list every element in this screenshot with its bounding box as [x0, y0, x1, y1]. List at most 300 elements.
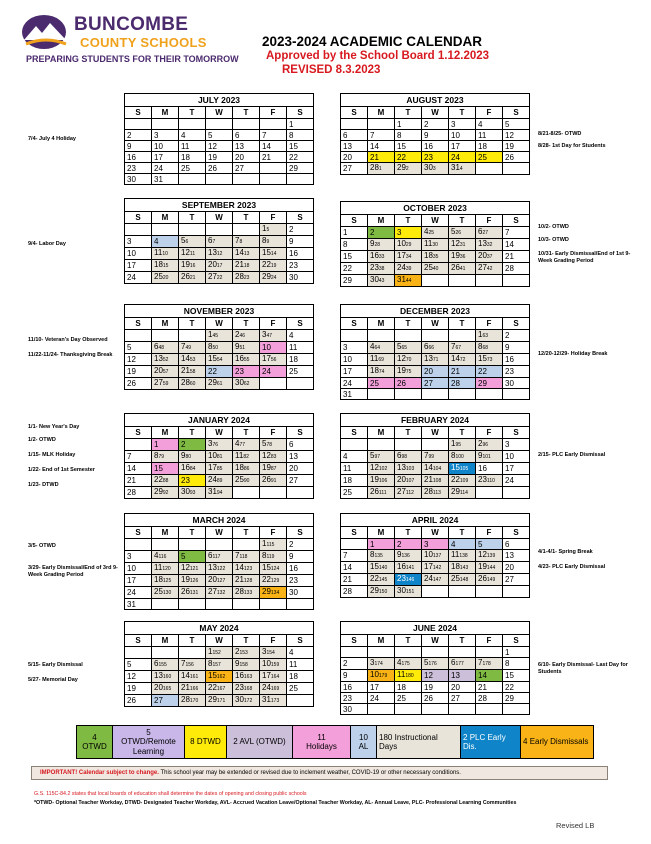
day-number: 18: [397, 682, 406, 692]
weekday-label: F: [260, 107, 287, 119]
month-grid: [124, 211, 314, 284]
day-cell: [503, 586, 530, 598]
day-cell: [368, 451, 395, 463]
day-cell: [368, 670, 395, 682]
day-number: 25: [289, 684, 298, 693]
day-cell: [179, 130, 206, 141]
week-row: [341, 550, 530, 562]
day-number: 12: [181, 563, 190, 572]
instructional-day-count: 56: [270, 357, 277, 363]
month-title: JANUARY 2024: [124, 413, 314, 426]
day-number: 24: [262, 367, 271, 376]
day-number: 30: [235, 378, 244, 387]
day-number: 10: [154, 141, 163, 151]
day-cell: [260, 366, 287, 378]
instructional-day-count: 96: [482, 442, 489, 448]
day-number: 3: [424, 539, 429, 549]
day-cell: [395, 152, 422, 163]
instructional-day-count: 168: [243, 686, 253, 692]
day-cell: [368, 152, 395, 163]
day-cell: [368, 586, 395, 598]
day-number: 21: [370, 152, 379, 162]
instructional-day-count: 164: [270, 674, 280, 680]
day-number: 17: [208, 463, 217, 472]
instructional-day-count: 145: [378, 577, 388, 583]
weekday-label: T: [233, 107, 260, 119]
instructional-day-count: 90: [243, 478, 250, 484]
day-number: 22: [343, 264, 352, 273]
day-number: 6: [208, 551, 213, 560]
week-row: [341, 275, 530, 287]
day-cell: [260, 487, 287, 499]
day-cell: [179, 224, 206, 236]
day-cell: [152, 224, 179, 236]
day-cell: [476, 451, 503, 463]
day-cell: [368, 342, 395, 354]
day-cell: [422, 682, 449, 693]
day-cell: [422, 704, 449, 715]
day-cell: [395, 586, 422, 598]
weekday-label: T: [449, 427, 476, 439]
day-cell: [368, 119, 395, 130]
weekday-label: M: [368, 318, 395, 330]
week-row: [125, 439, 314, 451]
instructional-day-count: 129: [270, 578, 280, 584]
day-cell: [368, 658, 395, 670]
instructional-day-count: 142: [432, 565, 442, 571]
day-number: 12: [208, 141, 217, 151]
day-number: 28: [478, 693, 487, 703]
note-veterans-day: 11/10- Veteran's Day Observed: [28, 337, 108, 343]
logo-name: BUNCOMBE: [74, 14, 189, 35]
week-row: [341, 141, 530, 152]
day-cell: [476, 682, 503, 693]
day-number: 26: [208, 163, 217, 173]
day-cell: [476, 342, 503, 354]
instructional-day-count: 103: [405, 466, 415, 472]
day-number: 2: [289, 540, 294, 549]
day-cell: [125, 152, 152, 163]
day-cell: [503, 439, 530, 451]
day-number: 28: [505, 264, 514, 273]
day-cell: [260, 260, 287, 272]
day-cell: [476, 586, 503, 598]
day-number: 5: [370, 451, 375, 460]
instructional-day-count: 178: [482, 661, 491, 667]
day-number: 19: [181, 260, 190, 269]
day-number: 26: [262, 475, 271, 484]
day-cell: [476, 647, 503, 658]
instructional-day-count: 112: [405, 490, 414, 496]
day-number: 21: [505, 252, 514, 261]
day-cell: [287, 272, 314, 284]
weekday-header-row: [125, 527, 314, 539]
instructional-day-count: 45: [212, 333, 219, 339]
day-number: 11: [181, 141, 190, 151]
day-number: 8: [370, 550, 375, 559]
day-number: 25: [154, 587, 163, 596]
day-cell: [260, 587, 287, 599]
day-cell: [449, 251, 476, 263]
weekday-label: S: [341, 635, 368, 647]
weekday-label: T: [179, 318, 206, 330]
day-cell: [503, 670, 530, 682]
important-text: This school year may be extended or revised due to inclement weather, COVID-19 or other necessary conditions.: [158, 770, 461, 776]
day-cell: [233, 163, 260, 174]
day-number: 11: [397, 670, 406, 679]
weekday-label: S: [125, 635, 152, 647]
day-cell: [341, 163, 368, 175]
month-august-2023: [340, 93, 530, 175]
day-number: 3: [370, 658, 375, 667]
instructional-day-count: 175: [401, 661, 410, 667]
day-number: 4: [289, 648, 294, 657]
week-row: [125, 119, 314, 130]
day-number: 28: [181, 695, 190, 704]
day-cell: [152, 695, 179, 707]
day-cell: [422, 550, 449, 562]
day-number: 20: [208, 260, 217, 269]
day-cell: [503, 130, 530, 141]
day-cell: [179, 378, 206, 390]
day-cell: [179, 174, 206, 185]
day-cell: [233, 587, 260, 599]
day-cell: [206, 130, 233, 141]
instructional-day-count: 63: [482, 333, 489, 339]
day-number: 5: [424, 658, 429, 667]
instructional-day-count: 43: [378, 278, 385, 284]
weekday-header-row: [341, 635, 530, 647]
day-cell: [125, 647, 152, 659]
day-cell: [422, 141, 449, 152]
day-cell: [206, 575, 233, 587]
day-cell: [287, 475, 314, 487]
day-cell: [233, 272, 260, 284]
day-number: 21: [262, 152, 271, 162]
weekday-label: S: [287, 527, 314, 539]
day-cell: [179, 587, 206, 599]
weekday-label: T: [179, 527, 206, 539]
week-row: [341, 366, 530, 378]
day-number: 30: [235, 695, 244, 704]
day-number: 29: [343, 276, 352, 285]
day-number: 25: [451, 574, 460, 583]
day-cell: [341, 239, 368, 251]
day-number: 26: [397, 378, 406, 388]
day-cell: [206, 378, 233, 390]
day-cell: [179, 141, 206, 152]
day-number: 31: [262, 695, 271, 704]
week-row: [341, 647, 530, 658]
day-number: 21: [181, 683, 190, 692]
day-cell: [395, 366, 422, 378]
day-cell: [341, 152, 368, 163]
day-number: 3: [505, 440, 510, 449]
day-cell: [449, 647, 476, 658]
day-number: 13: [343, 141, 352, 151]
day-number: 23: [127, 163, 136, 173]
day-cell: [125, 563, 152, 575]
instructional-day-count: 94: [216, 490, 223, 496]
day-cell: [395, 670, 422, 682]
weekday-label: W: [206, 635, 233, 647]
day-number: 7: [343, 551, 348, 560]
day-cell: [125, 439, 152, 451]
day-cell: [503, 562, 530, 574]
day-cell: [287, 354, 314, 366]
week-row: [341, 152, 530, 163]
day-cell: [152, 575, 179, 587]
day-cell: [233, 463, 260, 475]
day-number: 15: [208, 671, 217, 680]
day-number: 5: [478, 539, 483, 549]
day-cell: [476, 487, 503, 499]
day-number: 10: [424, 550, 433, 559]
instructional-day-count: 131: [189, 590, 199, 596]
instructional-day-count: 22: [216, 275, 223, 281]
day-cell: [260, 475, 287, 487]
day-cell: [152, 647, 179, 659]
calendar-title: 2023-2024 ACADEMIC CALENDAR: [262, 34, 483, 49]
day-number: 26: [127, 379, 136, 388]
day-number: 21: [478, 682, 487, 692]
instructional-day-count: 55: [243, 357, 250, 363]
day-cell: [179, 647, 206, 659]
day-cell: [206, 119, 233, 130]
note-dtwd-jan: 1/23- DTWD: [28, 482, 59, 488]
day-cell: [395, 562, 422, 574]
day-cell: [125, 659, 152, 671]
day-number: 22: [208, 683, 217, 692]
day-number: 16: [397, 562, 406, 571]
day-cell: [125, 487, 152, 499]
day-number: 13: [154, 354, 163, 363]
day-cell: [449, 439, 476, 451]
instructional-day-count: 2: [405, 166, 409, 172]
revised-by: Revised LB: [556, 821, 595, 830]
day-cell: [476, 354, 503, 366]
day-cell: [152, 487, 179, 499]
instructional-day-count: 78: [266, 442, 273, 448]
day-number: 17: [262, 671, 271, 680]
day-number: 10: [370, 670, 379, 679]
day-number: 3: [262, 647, 267, 656]
instructional-day-count: 100: [455, 454, 464, 460]
day-cell: [125, 451, 152, 463]
day-cell: [368, 263, 395, 275]
instructional-day-count: 150: [378, 589, 388, 595]
month-march-2024: [124, 513, 314, 610]
day-number: 21: [424, 475, 433, 484]
day-number: 8: [154, 451, 159, 460]
day-cell: [476, 330, 503, 342]
day-cell: [503, 704, 530, 715]
day-number: 19: [181, 575, 190, 584]
day-number: 24: [154, 163, 163, 173]
day-cell: [503, 550, 530, 562]
instructional-day-count: 116: [158, 554, 167, 560]
day-cell: [287, 587, 314, 599]
weekday-label: S: [503, 527, 530, 539]
day-number: 3: [451, 119, 456, 129]
day-cell: [125, 163, 152, 174]
day-cell: [260, 174, 287, 185]
day-cell: [395, 330, 422, 342]
weekday-label: F: [476, 635, 503, 647]
weekday-label: S: [503, 215, 530, 227]
day-cell: [368, 366, 395, 378]
instructional-day-count: 148: [459, 577, 469, 583]
legend: [76, 725, 594, 759]
instructional-day-count: 5: [266, 227, 270, 233]
day-number: 31: [397, 275, 406, 284]
day-number: 7: [181, 659, 186, 668]
day-cell: [368, 251, 395, 263]
day-number: 18: [370, 366, 379, 375]
day-number: 12: [370, 463, 379, 472]
instructional-day-count: 1: [378, 166, 382, 172]
day-number: 23: [235, 683, 244, 692]
day-cell: [449, 342, 476, 354]
day-cell: [287, 575, 314, 587]
day-cell: [179, 599, 206, 610]
day-cell: [503, 251, 530, 263]
day-cell: [476, 366, 503, 378]
week-row: [341, 562, 530, 574]
legend-plc: 2 PLC Early Dis.: [461, 726, 521, 758]
day-cell: [260, 599, 287, 610]
day-cell: [152, 260, 179, 272]
day-cell: [233, 141, 260, 152]
day-number: 24: [424, 574, 433, 583]
day-cell: [260, 119, 287, 130]
month-grid: [340, 106, 530, 175]
day-number: 16: [343, 682, 352, 692]
day-cell: [287, 224, 314, 236]
weekday-header-row: [341, 318, 530, 330]
day-cell: [422, 275, 449, 287]
instructional-day-count: 162: [216, 674, 226, 680]
day-cell: [206, 236, 233, 248]
instructional-day-count: 155: [158, 662, 167, 668]
day-cell: [152, 248, 179, 260]
day-number: 29: [289, 163, 298, 173]
day-cell: [233, 330, 260, 342]
weekday-label: S: [125, 427, 152, 439]
day-number: 26: [127, 696, 136, 705]
day-number: 17: [424, 562, 433, 571]
day-number: 8: [262, 551, 267, 560]
day-cell: [206, 463, 233, 475]
day-number: 6: [505, 539, 510, 549]
instructional-day-count: 14: [270, 251, 277, 257]
day-number: 20: [505, 563, 514, 572]
day-cell: [287, 683, 314, 695]
day-cell: [449, 239, 476, 251]
week-row: [125, 342, 314, 354]
day-cell: [341, 539, 368, 550]
instructional-day-count: 101: [482, 454, 491, 460]
day-cell: [476, 275, 503, 287]
weekday-label: W: [422, 318, 449, 330]
instructional-day-count: 82: [243, 454, 249, 460]
day-cell: [260, 659, 287, 671]
day-cell: [233, 248, 260, 260]
instructional-day-count: 65: [401, 345, 408, 351]
day-cell: [233, 174, 260, 185]
day-cell: [287, 439, 314, 451]
instructional-day-count: 146: [405, 577, 415, 583]
weekday-label: T: [449, 635, 476, 647]
month-title: SEPTEMBER 2023: [124, 198, 314, 211]
day-number: 18: [181, 152, 190, 162]
month-january-2024: [124, 413, 314, 499]
instructional-day-count: 125: [162, 578, 172, 584]
instructional-day-count: 53: [189, 357, 196, 363]
day-cell: [287, 260, 314, 272]
day-cell: [422, 487, 449, 499]
instructional-day-count: 48: [158, 345, 165, 351]
day-cell: [287, 330, 314, 342]
week-row: [125, 599, 314, 610]
day-cell: [476, 227, 503, 239]
day-number: 1: [505, 647, 510, 657]
day-number: 22: [505, 682, 514, 692]
day-cell: [125, 378, 152, 390]
day-number: 7: [127, 452, 132, 461]
day-cell: [179, 119, 206, 130]
day-cell: [233, 119, 260, 130]
instructional-day-count: 141: [405, 565, 415, 571]
week-row: [341, 487, 530, 499]
day-number: 12: [451, 239, 460, 248]
instructional-day-count: 13: [243, 251, 250, 257]
day-number: 30: [289, 588, 298, 597]
day-number: 4: [235, 439, 240, 448]
day-number: 23: [235, 367, 244, 376]
day-cell: [341, 275, 368, 287]
day-number: 27: [289, 476, 298, 485]
day-cell: [260, 463, 287, 475]
day-number: 16: [181, 463, 190, 472]
day-number: 23: [289, 576, 298, 585]
important-lead: IMPORTANT! Calendar subject to change.: [40, 770, 159, 776]
day-number: 25: [478, 152, 487, 162]
day-cell: [503, 389, 530, 400]
day-cell: [206, 587, 233, 599]
day-cell: [206, 647, 233, 659]
day-cell: [503, 574, 530, 586]
day-number: 24: [262, 683, 271, 692]
day-number: 23: [289, 261, 298, 270]
day-number: 6: [154, 342, 159, 351]
weekday-label: T: [179, 427, 206, 439]
day-number: 2: [505, 331, 510, 340]
day-number: 4: [370, 342, 375, 351]
note-last-day: 6/10- Early Dismissal- Last Day for Students: [538, 662, 628, 675]
day-cell: [179, 475, 206, 487]
instructional-day-count: 71: [432, 357, 439, 363]
instructional-day-count: 92: [162, 490, 169, 496]
month-grid: [124, 317, 314, 390]
day-cell: [287, 695, 314, 707]
month-title: AUGUST 2023: [340, 93, 530, 106]
instructional-day-count: 123: [243, 566, 253, 572]
day-cell: [125, 551, 152, 563]
week-row: [125, 174, 314, 185]
day-number: 21: [343, 575, 352, 584]
day-cell: [449, 487, 476, 499]
